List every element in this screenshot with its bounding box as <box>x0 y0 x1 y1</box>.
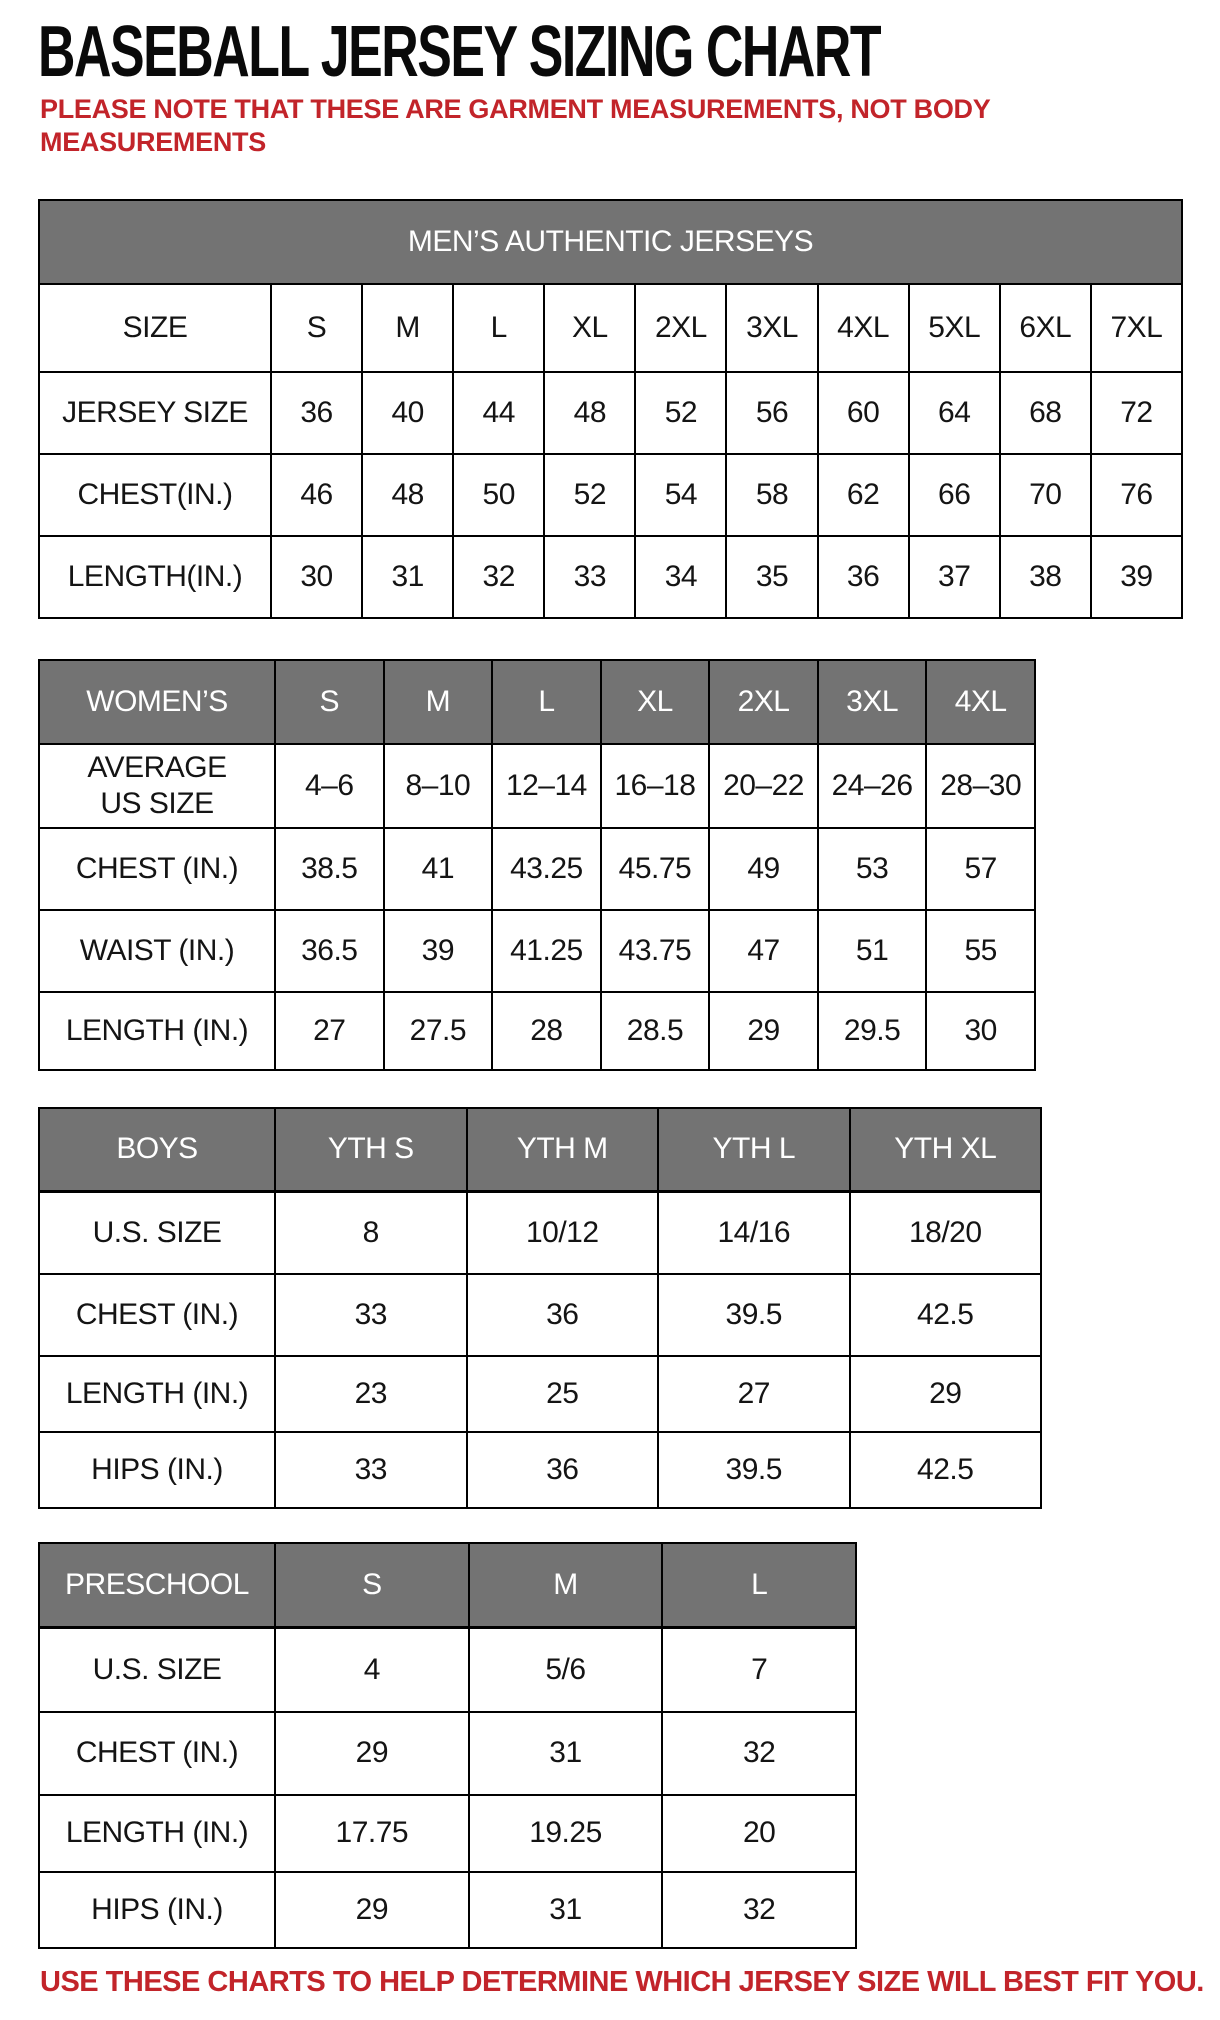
row-label: CHEST (IN.) <box>39 1274 275 1356</box>
womens-header: WOMEN’S <box>39 660 275 744</box>
column-header: L <box>662 1543 856 1628</box>
preschool-header: PRESCHOOL <box>39 1543 275 1628</box>
table-cell: 29 <box>275 1872 469 1948</box>
table-cell: 38 <box>1000 536 1091 618</box>
mens-jerseys-table <box>38 199 1183 619</box>
table-cell: 8 <box>275 1191 467 1274</box>
page-title: BASEBALL JERSEY SIZING CHART <box>38 12 881 92</box>
table-cell: 5/6 <box>469 1627 663 1712</box>
table-row <box>39 1627 856 1712</box>
column-header: M <box>362 284 453 372</box>
row-label: U.S. SIZE <box>39 1191 275 1274</box>
row-label: HIPS (IN.) <box>39 1432 275 1508</box>
table-cell: 25 <box>467 1356 659 1432</box>
column-header: SIZE <box>39 284 271 372</box>
column-header: M <box>384 660 493 744</box>
table-cell: 55 <box>926 910 1035 992</box>
table-row <box>39 992 1035 1070</box>
table-cell: 16–18 <box>601 744 710 828</box>
table-cell: 32 <box>662 1872 856 1948</box>
table-cell: 39.5 <box>658 1432 850 1508</box>
table-cell: 31 <box>362 536 453 618</box>
table-cell: 10/12 <box>467 1191 659 1274</box>
table-cell: 36 <box>467 1432 659 1508</box>
table-cell: 28–30 <box>926 744 1035 828</box>
table-row <box>39 744 1035 828</box>
table-cell: 38.5 <box>275 828 384 910</box>
table-cell: 36.5 <box>275 910 384 992</box>
table-cell: 30 <box>271 536 362 618</box>
row-label: U.S. SIZE <box>39 1627 275 1712</box>
column-header: S <box>271 284 362 372</box>
table-cell: 29 <box>850 1356 1042 1432</box>
table-row <box>39 910 1035 992</box>
table-cell: 42.5 <box>850 1432 1042 1508</box>
table-row <box>39 372 1182 454</box>
column-header: 4XL <box>818 284 909 372</box>
table-cell: 54 <box>635 454 726 536</box>
garment-note-line-2: MEASUREMENTS <box>40 126 266 157</box>
table-cell: 60 <box>818 372 909 454</box>
table-cell: 56 <box>726 372 817 454</box>
table-cell: 58 <box>726 454 817 536</box>
column-header: 2XL <box>635 284 726 372</box>
table-cell: 35 <box>726 536 817 618</box>
table-cell: 20–22 <box>709 744 818 828</box>
table-cell: 44 <box>453 372 544 454</box>
row-label: LENGTH(IN.) <box>39 536 271 618</box>
table-cell: 49 <box>709 828 818 910</box>
table-cell: 27 <box>658 1356 850 1432</box>
row-label-text: AVERAGE US SIZE <box>87 751 227 820</box>
row-label: JERSEY SIZE <box>39 372 271 454</box>
table-cell: 28 <box>492 992 601 1070</box>
table-row <box>39 1712 856 1795</box>
preschool-jerseys-table <box>38 1542 857 1949</box>
column-header: XL <box>544 284 635 372</box>
table-cell: 64 <box>909 372 1000 454</box>
table-cell: 31 <box>469 1712 663 1795</box>
footer-note: USE THESE CHARTS TO HELP DETERMINE WHICH JERSEY SIZE WILL BEST FIT YOU. <box>40 1965 1204 1998</box>
column-header: 3XL <box>818 660 927 744</box>
table-cell: 4–6 <box>275 744 384 828</box>
table-cell: 28.5 <box>601 992 710 1070</box>
table-cell: 20 <box>662 1795 856 1872</box>
garment-note <box>40 93 1220 159</box>
table-cell: 57 <box>926 828 1035 910</box>
column-header: 4XL <box>926 660 1035 744</box>
table-cell: 42.5 <box>850 1274 1042 1356</box>
table-cell: 17.75 <box>275 1795 469 1872</box>
table-cell: 33 <box>544 536 635 618</box>
column-header: 6XL <box>1000 284 1091 372</box>
column-header: 7XL <box>1091 284 1182 372</box>
table-row <box>39 1795 856 1872</box>
table-cell: 48 <box>544 372 635 454</box>
table-cell: 14/16 <box>658 1191 850 1274</box>
table-cell: 33 <box>275 1274 467 1356</box>
column-header: S <box>275 660 384 744</box>
table-cell: 30 <box>926 992 1035 1070</box>
table-cell: 8–10 <box>384 744 493 828</box>
column-header: M <box>469 1543 663 1628</box>
table-row <box>39 1356 1041 1432</box>
column-header: L <box>453 284 544 372</box>
column-header: 3XL <box>726 284 817 372</box>
table-cell: 33 <box>275 1432 467 1508</box>
row-label: LENGTH (IN.) <box>39 992 275 1070</box>
table-cell: 36 <box>271 372 362 454</box>
table-cell: 45.75 <box>601 828 710 910</box>
table-cell: 50 <box>453 454 544 536</box>
table-cell: 70 <box>1000 454 1091 536</box>
table-cell: 36 <box>467 1274 659 1356</box>
table-cell: 51 <box>818 910 927 992</box>
table-cell: 72 <box>1091 372 1182 454</box>
table-cell: 7 <box>662 1627 856 1712</box>
table-cell: 18/20 <box>850 1191 1042 1274</box>
column-header: 2XL <box>709 660 818 744</box>
table-cell: 53 <box>818 828 927 910</box>
table-row <box>39 1872 856 1948</box>
table-cell: 41 <box>384 828 493 910</box>
table-cell: 52 <box>544 454 635 536</box>
row-label <box>39 744 275 828</box>
column-header: YTH S <box>275 1108 467 1192</box>
row-label: LENGTH (IN.) <box>39 1795 275 1872</box>
table-cell: 34 <box>635 536 726 618</box>
table-cell: 4 <box>275 1627 469 1712</box>
table-cell: 48 <box>362 454 453 536</box>
table-cell: 32 <box>453 536 544 618</box>
table-cell: 43.75 <box>601 910 710 992</box>
column-header: YTH XL <box>850 1108 1042 1192</box>
table-cell: 41.25 <box>492 910 601 992</box>
table-cell: 52 <box>635 372 726 454</box>
row-label: LENGTH (IN.) <box>39 1356 275 1432</box>
column-header: YTH M <box>467 1108 659 1192</box>
mens-banner: MEN’S AUTHENTIC JERSEYS <box>39 200 1182 284</box>
table-cell: 27 <box>275 992 384 1070</box>
table-row <box>39 1191 1041 1274</box>
table-cell: 62 <box>818 454 909 536</box>
table-row <box>39 1432 1041 1508</box>
table-cell: 43.25 <box>492 828 601 910</box>
row-label: CHEST(IN.) <box>39 454 271 536</box>
table-cell: 31 <box>469 1872 663 1948</box>
table-cell: 29 <box>709 992 818 1070</box>
row-label: WAIST (IN.) <box>39 910 275 992</box>
table-cell: 29.5 <box>818 992 927 1070</box>
table-row <box>39 1274 1041 1356</box>
table-cell: 12–14 <box>492 744 601 828</box>
garment-note-line-1: PLEASE NOTE THAT THESE ARE GARMENT MEASUREMENTS, NOT BODY <box>40 94 991 124</box>
table-row <box>39 454 1182 536</box>
column-header: YTH L <box>658 1108 850 1192</box>
table-cell: 37 <box>909 536 1000 618</box>
table-cell: 76 <box>1091 454 1182 536</box>
column-header: XL <box>601 660 710 744</box>
table-cell: 66 <box>909 454 1000 536</box>
table-cell: 36 <box>818 536 909 618</box>
table-cell: 32 <box>662 1712 856 1795</box>
boys-header: BOYS <box>39 1108 275 1192</box>
row-label: CHEST (IN.) <box>39 1712 275 1795</box>
boys-jerseys-table <box>38 1107 1042 1509</box>
table-cell: 19.25 <box>469 1795 663 1872</box>
table-row <box>39 536 1182 618</box>
table-cell: 68 <box>1000 372 1091 454</box>
table-cell: 27.5 <box>384 992 493 1070</box>
table-cell: 39.5 <box>658 1274 850 1356</box>
table-cell: 46 <box>271 454 362 536</box>
table-cell: 39 <box>1091 536 1182 618</box>
column-header: S <box>275 1543 469 1628</box>
column-header: L <box>492 660 601 744</box>
table-row <box>39 828 1035 910</box>
table-cell: 29 <box>275 1712 469 1795</box>
table-cell: 39 <box>384 910 493 992</box>
table-cell: 40 <box>362 372 453 454</box>
table-cell: 24–26 <box>818 744 927 828</box>
womens-jerseys-table <box>38 659 1036 1071</box>
row-label: HIPS (IN.) <box>39 1872 275 1948</box>
table-cell: 23 <box>275 1356 467 1432</box>
column-header: 5XL <box>909 284 1000 372</box>
table-cell: 47 <box>709 910 818 992</box>
row-label: CHEST (IN.) <box>39 828 275 910</box>
